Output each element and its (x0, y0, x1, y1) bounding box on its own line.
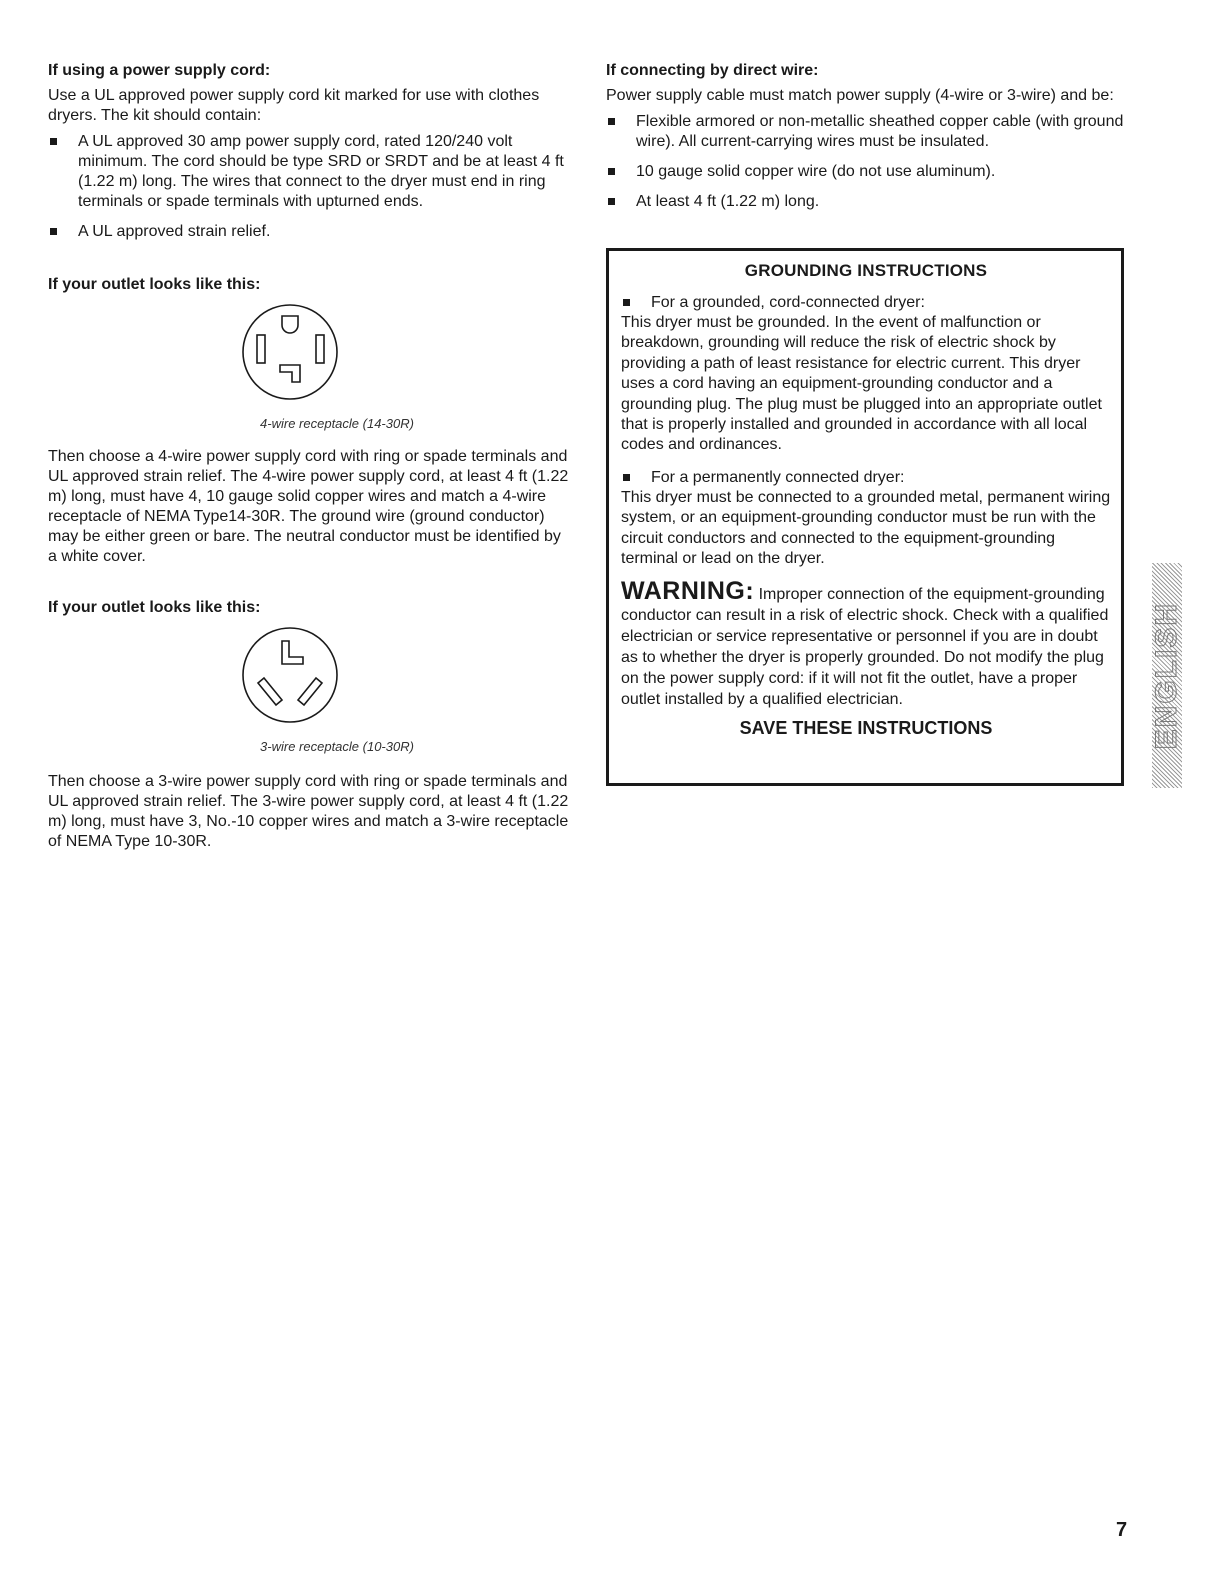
outlet3-text: Then choose a 3-wire power supply cord with ring or spade terminals and UL approved strain relief. The 3-wire power supply cord, at least 4 ft (1.22 m) long, must have 3, No.-10 copper wires and match a 3-wire receptacle of NEMA Type 10-30R. (48, 773, 569, 850)
direct-list (606, 112, 1128, 212)
direct-item-2: 10 gauge solid copper wire (do not use aluminum). (606, 162, 1128, 182)
grounding-instructions-box (606, 248, 1124, 786)
outlet4-caption: 4-wire receptacle (14-30R) (260, 416, 414, 431)
outlet3-caption: 3-wire receptacle (10-30R) (260, 739, 414, 754)
cord-heading: If using a power supply cord: (48, 62, 271, 79)
cord-list (48, 132, 570, 242)
page-number: 7 (1116, 1519, 1128, 1541)
left-column (48, 62, 570, 852)
grounding-title: GROUNDING INSTRUCTIONS (744, 261, 988, 280)
save-instructions: SAVE THESE INSTRUCTIONS (739, 718, 993, 739)
cord-item-2: A UL approved strain relief. (48, 222, 570, 242)
language-tab-label: ENGLISH (1150, 601, 1183, 750)
receptacle-4wire-figure (48, 302, 570, 431)
grounding-para-cord: This dryer must be grounded. In the event of malfunction or breakdown, grounding will reduce the risk of electric shock by providing a path of least resistance for electric current. This dryer uses a cord having an equipment-grounding conductor and a grounding plug. The plug must be plugged into an appropriate outlet that is properly installed and grounded in accordance with all local codes and ordinances. (621, 314, 1102, 454)
outlet4-heading: If your outlet looks like this: (48, 276, 261, 293)
direct-item-3: At least 4 ft (1.22 m) long. (606, 192, 1128, 212)
grounding-sub-cord: For a grounded, cord-connected dryer: (621, 293, 1111, 313)
direct-item-1: Flexible armored or non-metallic sheathed copper cable (with ground wire). All current-carrying wires must be insulated. (606, 112, 1128, 152)
warning-text: Improper connection of the equipment-grounding conductor can result in a risk of electric shock. Check with a qualified electrician or service representative or personnel if you are in doubt as to whether the dryer is properly grounded. Do not modify the plug on the power supply cord: if it will not fit the outlet, have a proper outlet installed by a qualified electrician. (621, 586, 1109, 709)
direct-heading: If connecting by direct wire: (606, 62, 819, 79)
receptacle-4wire-icon (234, 302, 374, 402)
grounding-sub-permanent: For a permanently connected dryer: (621, 468, 1111, 488)
warning-label: WARNING: (621, 577, 755, 606)
receptacle-3wire-figure (48, 625, 570, 754)
language-side-tab (1152, 563, 1182, 788)
outlet4-text: Then choose a 4-wire power supply cord with ring or spade terminals and UL approved strain relief. The 4-wire power supply cord, at least 4 ft (1.22 m) long, must have 4, 10 gauge solid copper wires and match a 4-wire receptacle of NEMA Type14-30R. The ground wire (ground conductor) may be either green or bare. The neutral conductor must be identified by a white cover. (48, 448, 569, 565)
warning-paragraph (621, 577, 1111, 710)
cord-intro: Use a UL approved power supply cord kit marked for use with clothes dryers. The kit should contain: (48, 87, 540, 124)
right-column (606, 62, 1128, 222)
cord-item-1: A UL approved 30 amp power supply cord, rated 120/240 volt minimum. The cord should be type SRD or SRDT and be at least 4 ft (1.22 m) long. The wires that connect to the dryer must end in ring terminals or spade terminals with upturned ends. (48, 132, 570, 212)
outlet3-heading: If your outlet looks like this: (48, 599, 261, 616)
receptacle-3wire-icon (234, 625, 374, 725)
direct-intro: Power supply cable must match power supply (4-wire or 3-wire) and be: (606, 87, 1114, 104)
grounding-para-permanent: This dryer must be connected to a grounded metal, permanent wiring system, or an equipment-grounding conductor must be run with the circuit conductors and connected to the equipment-grounding terminal or lead on the dryer. (621, 488, 1111, 568)
